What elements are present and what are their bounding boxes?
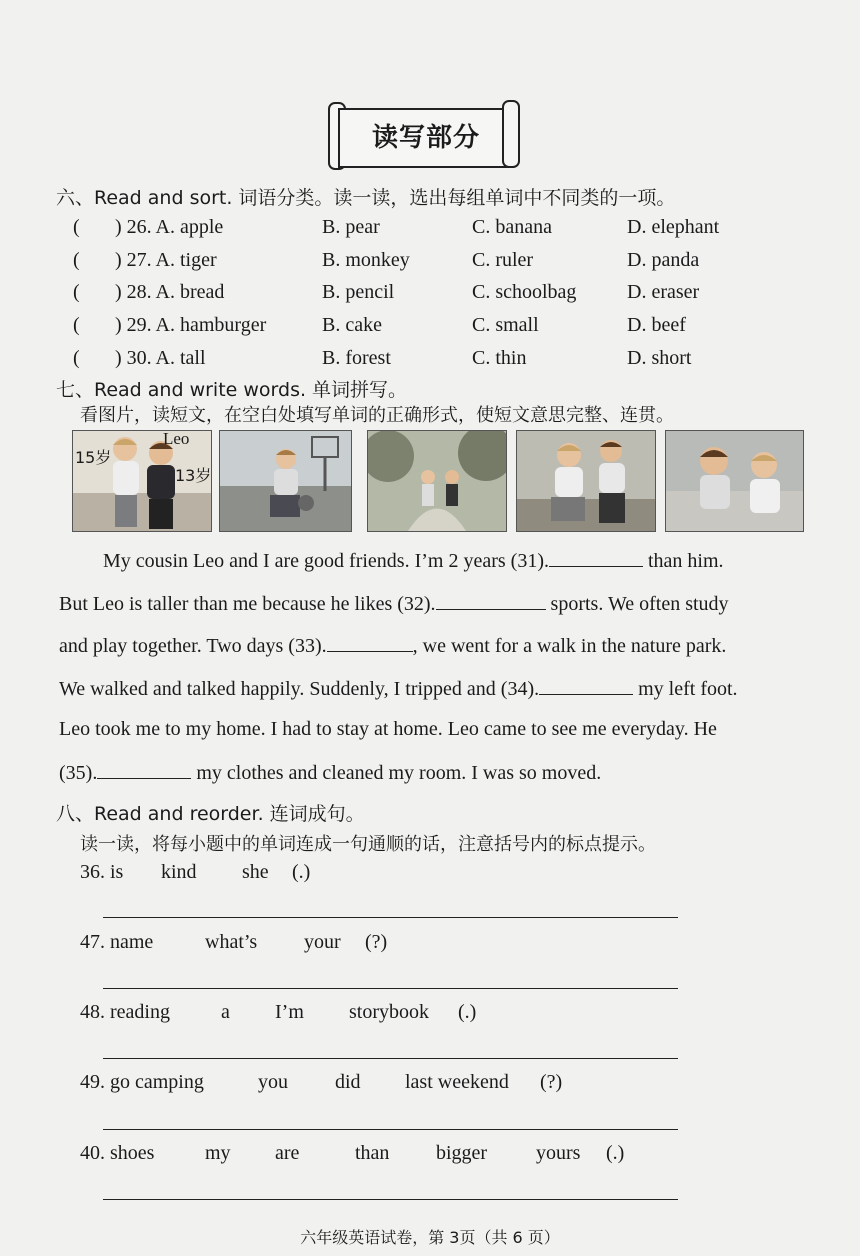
question-option-a: ) 26. A. apple [115,216,224,238]
option-b: B. pencil [322,281,395,303]
passage-line-3 [59,633,726,658]
reorder-punctuation: (.) [458,1001,477,1023]
answer-line-48[interactable] [103,1058,678,1059]
passage-text: my clothes and cleaned my room. I was so moved. [191,762,602,784]
section8-heading: 八、Read and reorder. 连词成句。 [56,803,365,825]
reorder-punctuation: (.) [606,1142,625,1164]
option-c: C. thin [472,347,527,369]
section-title-banner [328,100,520,174]
age-label-15: 15岁 [75,448,112,467]
reorder-item-number: 47. name [80,931,154,953]
answer-line-47[interactable] [103,988,678,989]
option-c: C. ruler [472,249,534,271]
blank-33[interactable] [327,633,413,652]
section7-instruction: 看图片，读短文，在空白处填写单词的正确形式，使短文意思完整、连贯。 [80,405,674,426]
reorder-word: a [221,1001,230,1023]
answer-line-40[interactable] [103,1199,678,1200]
passage-text: But Leo is taller than me because he likes (32). [59,593,436,615]
option-b: B. pear [322,216,380,238]
reorder-word: kind [161,861,197,883]
passage-line-1 [103,548,724,573]
option-c: C. schoolbag [472,281,577,303]
option-b: B. forest [322,347,391,369]
passage-text: We walked and talked happily. Suddenly, I tripped and (34). [59,678,540,700]
picture-5-visit [665,430,804,532]
passage-text: My cousin Leo and I are good friends. I’m 2 years (31). [103,550,549,572]
picture-1-two-boys [72,430,212,532]
reorder-item-number: 40. shoes [80,1142,155,1164]
question-option-a: ) 28. A. bread [115,281,225,303]
blank-34[interactable] [539,676,633,695]
option-d: D. short [627,347,692,369]
reorder-item-number: 48. reading [80,1001,170,1023]
question-option-a: ) 27. A. tiger [115,249,217,271]
answer-paren[interactable]: ( [73,281,80,303]
reorder-word: are [275,1142,300,1164]
passage-line-6 [59,760,601,785]
reorder-word: did [335,1071,361,1093]
reorder-word: she [242,861,269,883]
answer-line-49[interactable] [103,1129,678,1130]
picture-2-basketball [219,430,352,532]
name-label-leo: Leo [163,430,190,448]
picture-3-park-walk [367,430,507,532]
answer-paren[interactable]: ( [73,249,80,271]
answer-paren[interactable]: ( [73,314,80,336]
reorder-word: your [304,931,341,953]
passage-line-4 [59,676,738,701]
blank-31[interactable] [549,548,643,567]
reorder-word: bigger [436,1142,488,1164]
reorder-word: last weekend [405,1071,509,1093]
page-title: 读写部分 [371,123,480,153]
reorder-word: than [355,1142,390,1164]
picture-4-trip [516,430,656,532]
passage-line-2 [59,591,729,616]
section7-heading: 七、Read and write words. 单词拼写。 [56,379,408,401]
passage-text: Leo took me to my home. I had to stay at home. Leo came to see me everyday. He [59,718,717,740]
answer-paren[interactable]: ( [73,347,80,369]
passage-text: (35). [59,762,98,784]
reorder-punctuation: (.) [292,861,311,883]
age-label-13: 13岁 [175,466,212,485]
option-d: D. elephant [627,216,720,238]
passage-text: sports. We often study [545,593,729,615]
answer-line-36[interactable] [103,917,678,918]
passage-line-5 [59,718,717,741]
question-option-a: ) 30. A. tall [115,347,206,369]
reorder-word: my [205,1142,231,1164]
passage-text: and play together. Two days (33). [59,635,327,657]
answer-paren[interactable]: ( [73,216,80,238]
section8-instruction: 读一读，将每小题中的单词连成一句通顺的话，注意括号内的标点提示。 [80,834,656,855]
option-c: C. small [472,314,539,336]
reorder-punctuation: (?) [365,931,388,953]
section6-heading: 六、Read and sort. 词语分类。读一读，选出每组单词中不同类的一项。 [56,187,676,209]
passage-text: than him. [642,550,724,572]
reorder-punctuation: (?) [540,1071,563,1093]
option-b: B. cake [322,314,382,336]
reorder-word: what’s [205,931,258,953]
option-d: D. eraser [627,281,700,303]
option-d: D. beef [627,314,686,336]
passage-text: my left foot. [633,678,738,700]
option-d: D. panda [627,249,700,271]
option-c: C. banana [472,216,552,238]
passage-text: , we went for a walk in the nature park. [412,635,727,657]
blank-32[interactable] [436,591,546,610]
reorder-item-number: 36. is [80,861,124,883]
question-option-a: ) 29. A. hamburger [115,314,267,336]
page-footer: 六年级英语试卷，第 3页（共 6 页） [300,1228,560,1247]
blank-35[interactable] [97,760,191,779]
reorder-word: you [258,1071,288,1093]
option-b: B. monkey [322,249,410,271]
reorder-word: I’m [275,1001,304,1023]
reorder-word: yours [536,1142,581,1164]
reorder-word: storybook [349,1001,429,1023]
reorder-item-number: 49. go camping [80,1071,204,1093]
